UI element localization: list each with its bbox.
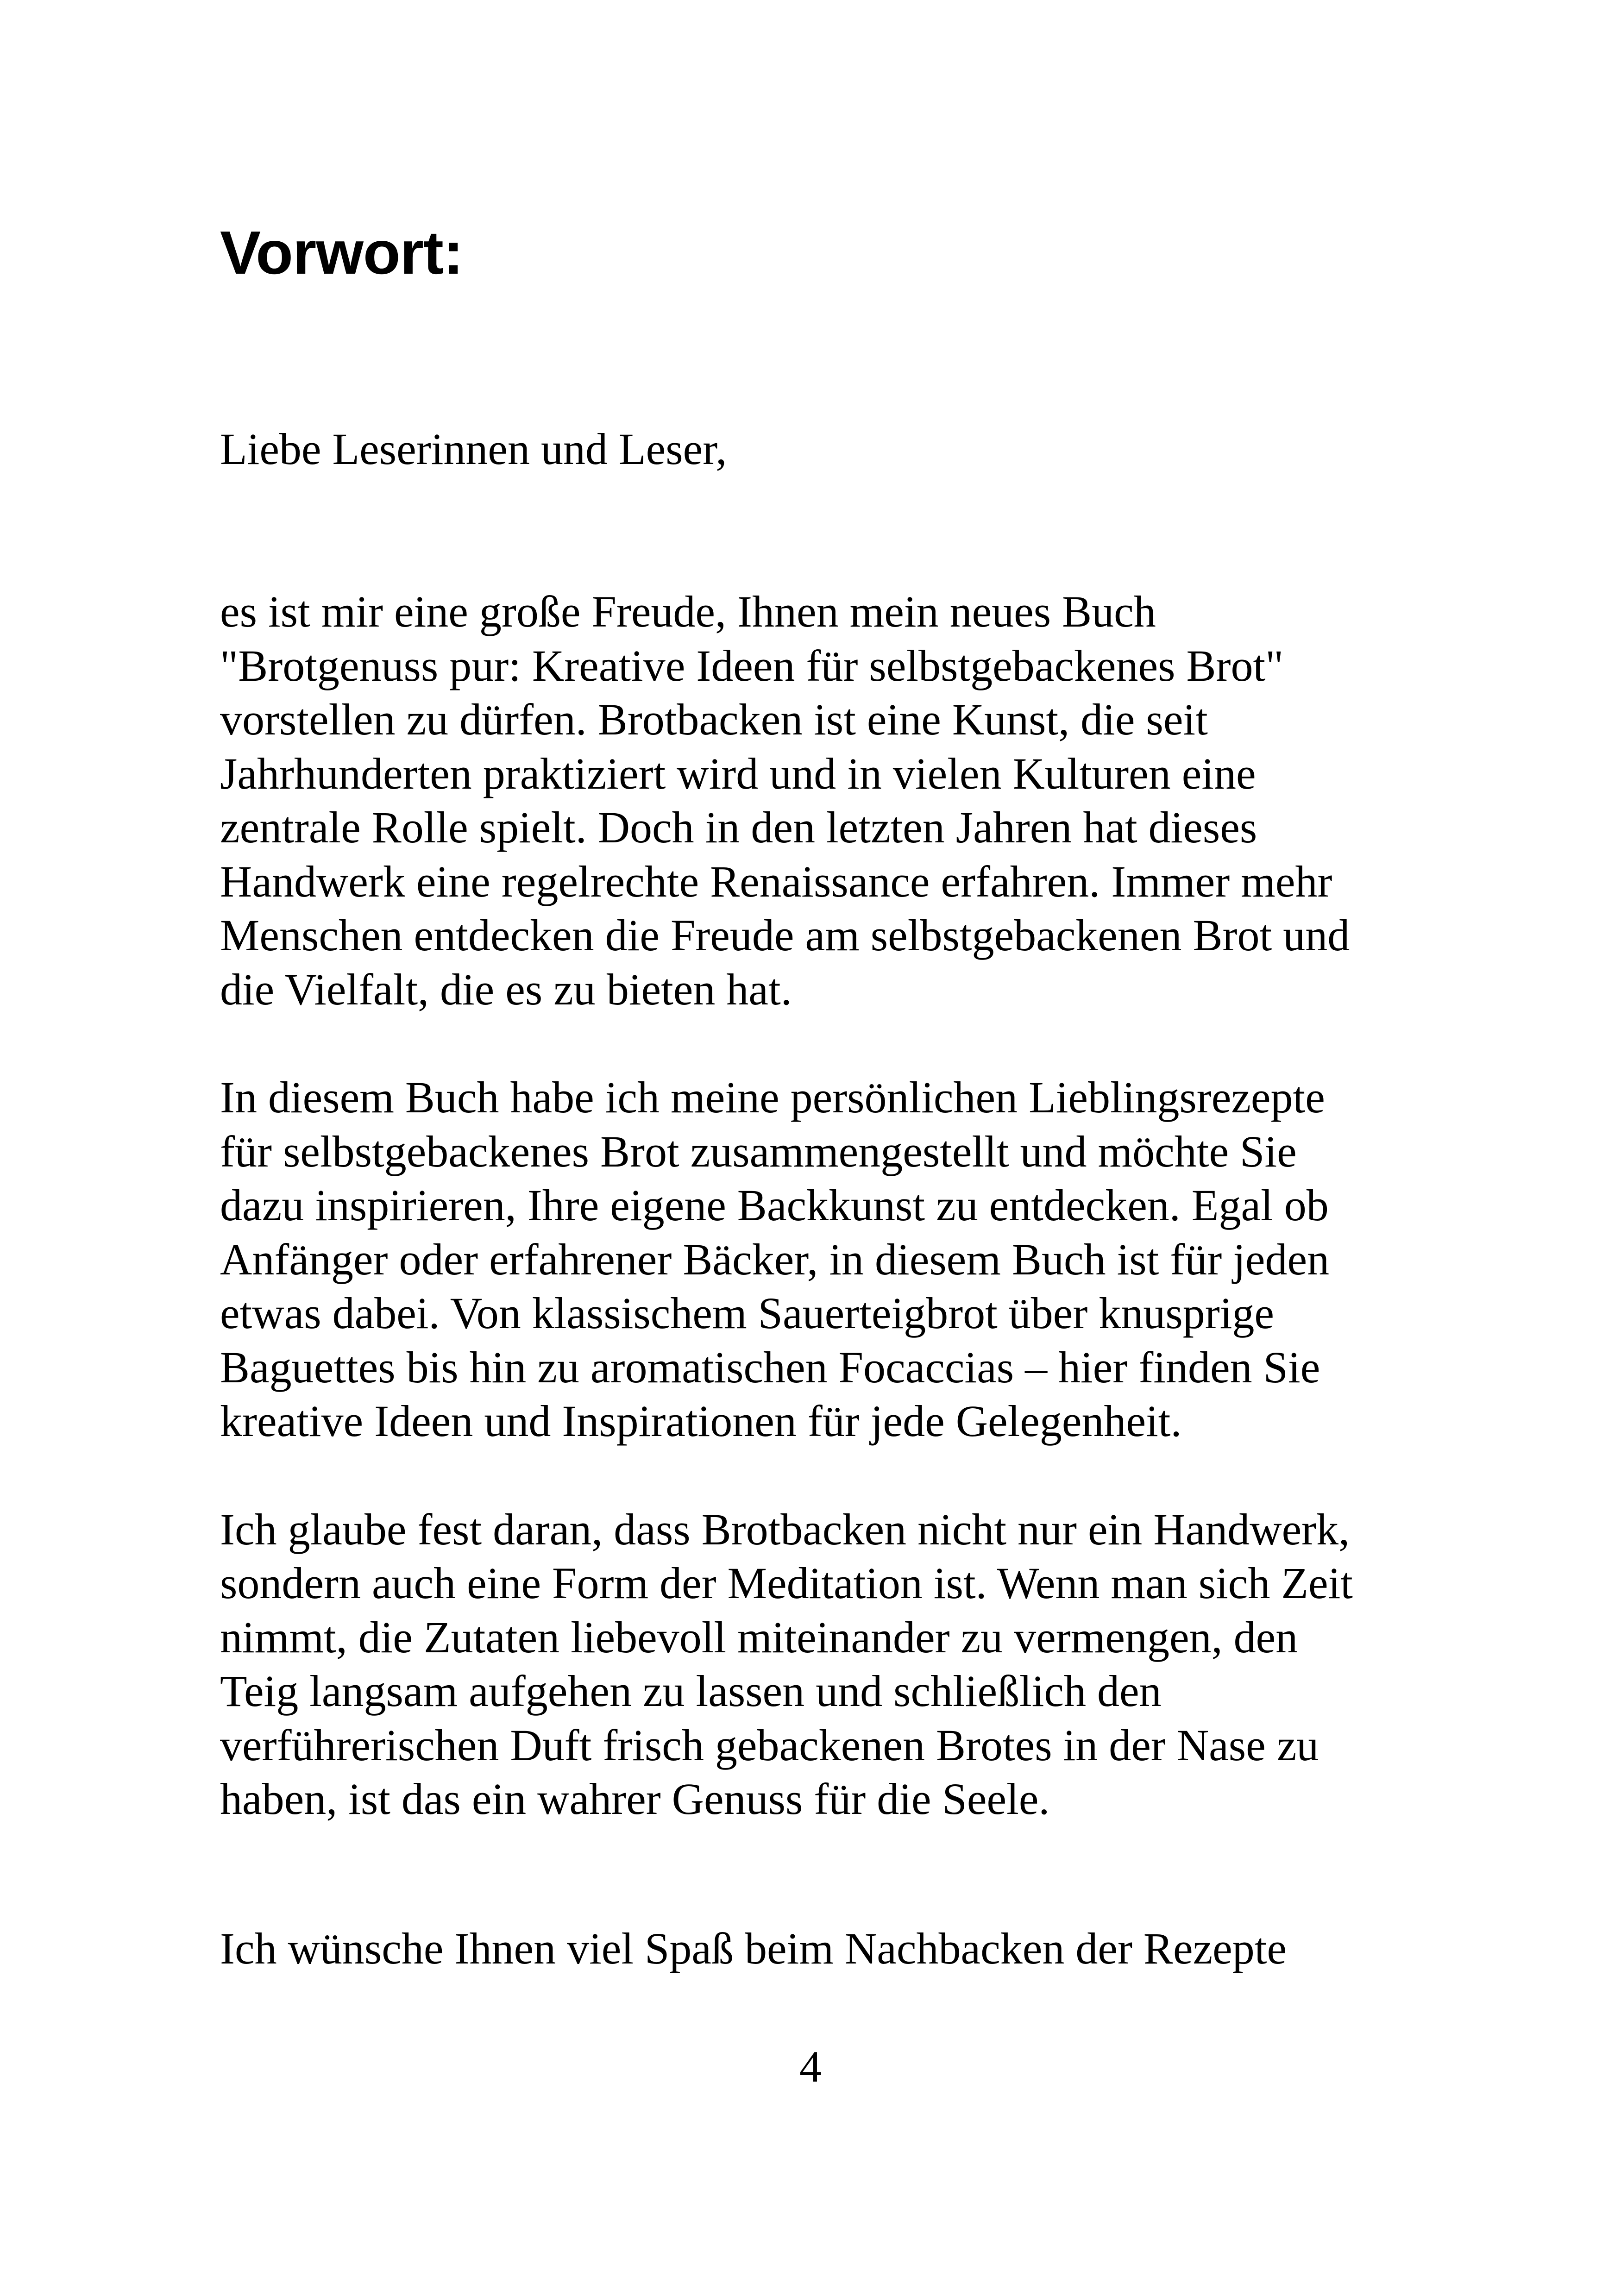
text-line: haben, ist das ein wahrer Genuss für die Seele.: [220, 1774, 1050, 1824]
body-text: [220, 585, 1470, 1881]
text-line: verführerischen Duft frisch gebackenen Brotes in der Nase zu: [220, 1720, 1319, 1770]
text-line: sondern auch eine Form der Meditation ist. Wenn man sich Zeit: [220, 1558, 1353, 1608]
greeting-line: Liebe Leserinnen und Leser,: [220, 424, 727, 474]
paragraph-3: [220, 1503, 1470, 1826]
page-number: 4: [799, 2042, 822, 2091]
text-line: Anfänger oder erfahrener Bäcker, in diesem Buch ist für jeden: [220, 1234, 1330, 1284]
text-line: nimmt, die Zutaten liebevoll miteinander zu vermengen, den: [220, 1612, 1298, 1662]
text-line: es ist mir eine große Freude, Ihnen mein neues Buch: [220, 587, 1156, 636]
text-line: vorstellen zu dürfen. Brotbacken ist eine Kunst, die seit: [220, 695, 1208, 744]
text-line: In diesem Buch habe ich meine persönlichen Lieblingsrezepte: [220, 1073, 1325, 1122]
text-line: Jahrhunderten praktiziert wird und in vielen Kulturen eine: [220, 748, 1256, 798]
text-line: die Vielfalt, die es zu bieten hat.: [220, 964, 792, 1014]
text-line: für selbstgebackenes Brot zusammengestellt und möchte Sie: [220, 1126, 1297, 1176]
closing-line: Ich wünsche Ihnen viel Spaß beim Nachbacken der Rezepte: [220, 1924, 1287, 1973]
text-line: zentrale Rolle spielt. Doch in den letzten Jahren hat dieses: [220, 803, 1257, 852]
text-line: Handwerk eine regelrechte Renaissance erfahren. Immer mehr: [220, 856, 1332, 906]
text-line: dazu inspirieren, Ihre eigene Backkunst zu entdecken. Egal ob: [220, 1180, 1329, 1230]
text-line: "Brotgenuss pur: Kreative Ideen für selbstgebackenes Brot": [220, 640, 1284, 690]
text-line: etwas dabei. Von klassischem Sauerteigbrot über knusprige: [220, 1288, 1274, 1338]
page-heading: Vorwort:: [220, 219, 463, 287]
text-line: Ich glaube fest daran, dass Brotbacken nicht nur ein Handwerk,: [220, 1504, 1350, 1554]
paragraph-2: [220, 1071, 1470, 1449]
text-line: Baguettes bis hin zu aromatischen Focaccias – hier finden Sie: [220, 1342, 1320, 1392]
text-line: Teig langsam aufgehen zu lassen und schließlich den: [220, 1666, 1162, 1716]
paragraph-1: [220, 585, 1470, 1016]
text-line: kreative Ideen und Inspirationen für jede Gelegenheit.: [220, 1396, 1182, 1446]
text-line: Menschen entdecken die Freude am selbstgebackenen Brot und: [220, 910, 1350, 960]
